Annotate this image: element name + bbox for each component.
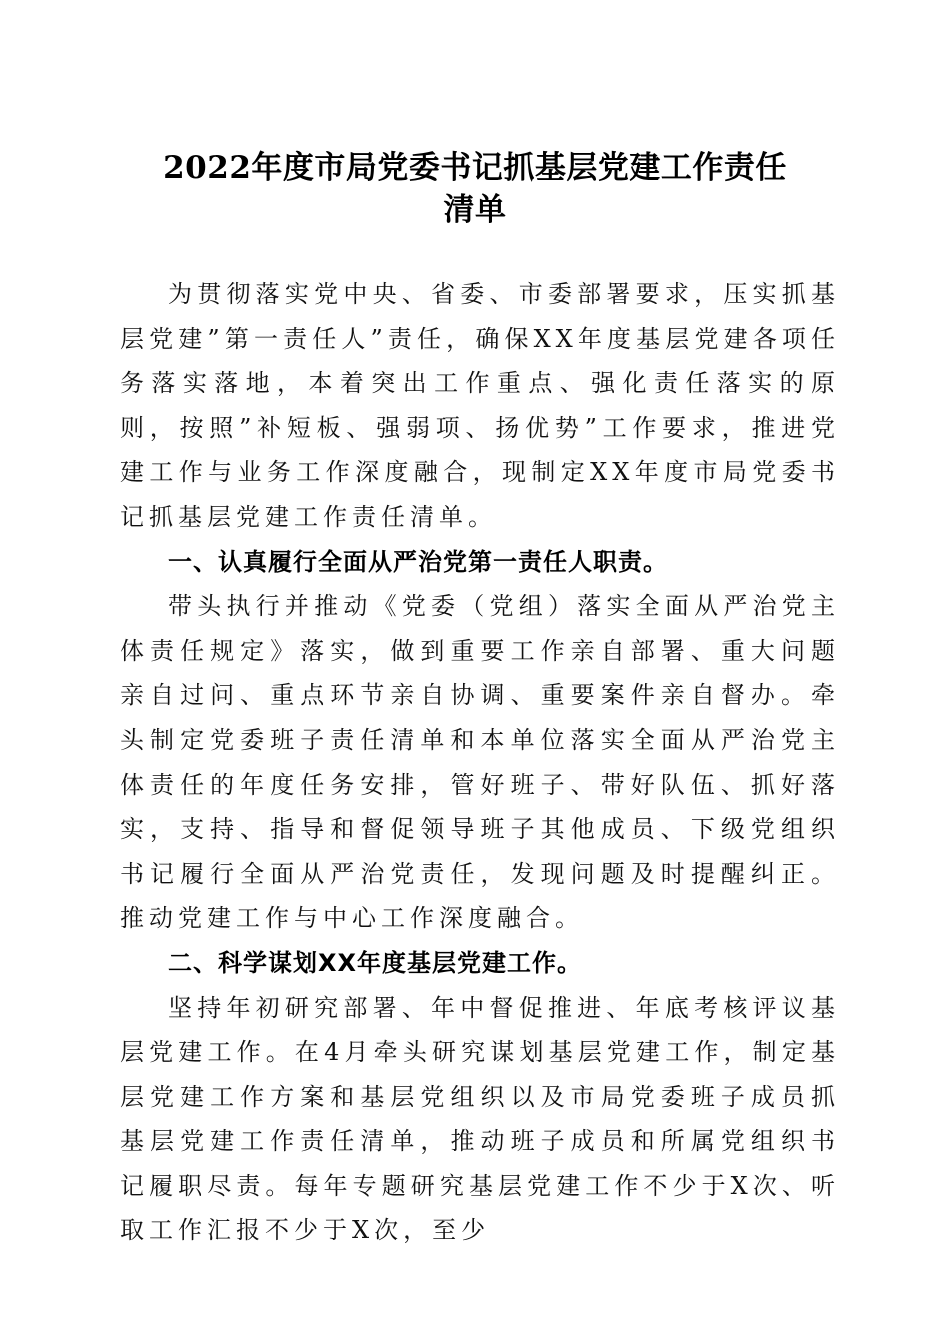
- section-2-paragraph: 坚持年初研究部署、年中督促推进、年底考核评议基层党建工作。在4月牵头研究谋划基层党建工作，制定基层党建工作方案和基层党组织以及市局党委班子成员抓基层党建工作责任清单，推动班子成员和所属党组织书记履职尽责。每年专题研究基层党建工作不少于X次、听取工作汇报不少于X次，至少: [120, 993, 840, 1245]
- section-1-heading: 一、认真履行全面从严治党第一责任人职责。: [168, 547, 668, 576]
- document-title-line-1: 2022年度市局党委书记抓基层党建工作责任: [163, 150, 787, 186]
- section-1-paragraph: 带头执行并推动《党委（党组）落实全面从严治党主体责任规定》落实，做到重要工作亲自部署、重大问题亲自过问、重点环节亲自协调、重要案件亲自督办。牵头制定党委班子责任清单和本单位落实全面从严治党主体责任的年度任务安排，管好班子、带好队伍、抓好落实，支持、指导和督促领导班子其他成员、下级党组织书记履行全面从严治党责任，发现问题及时提醒纠正。推动党建工作与中心工作深度融合。: [120, 592, 840, 933]
- section-2-heading: 二、科学谋划XX年度基层党建工作。: [168, 948, 583, 977]
- document-body: [120, 272, 840, 1253]
- document-title-line-2: 清单: [443, 192, 507, 228]
- intro-paragraph: 为贯彻落实党中央、省委、市委部署要求，压实抓基层党建”第一责任人”责任，确保XX年度基层党建各项任务落实落地，本着突出工作重点、强化责任落实的原则，按照”补短板、强弱项、扬优势”工作要求，推进党建工作与业务工作深度融合，现制定XX年度市局党委书记抓基层党建工作责任清单。: [120, 280, 840, 531]
